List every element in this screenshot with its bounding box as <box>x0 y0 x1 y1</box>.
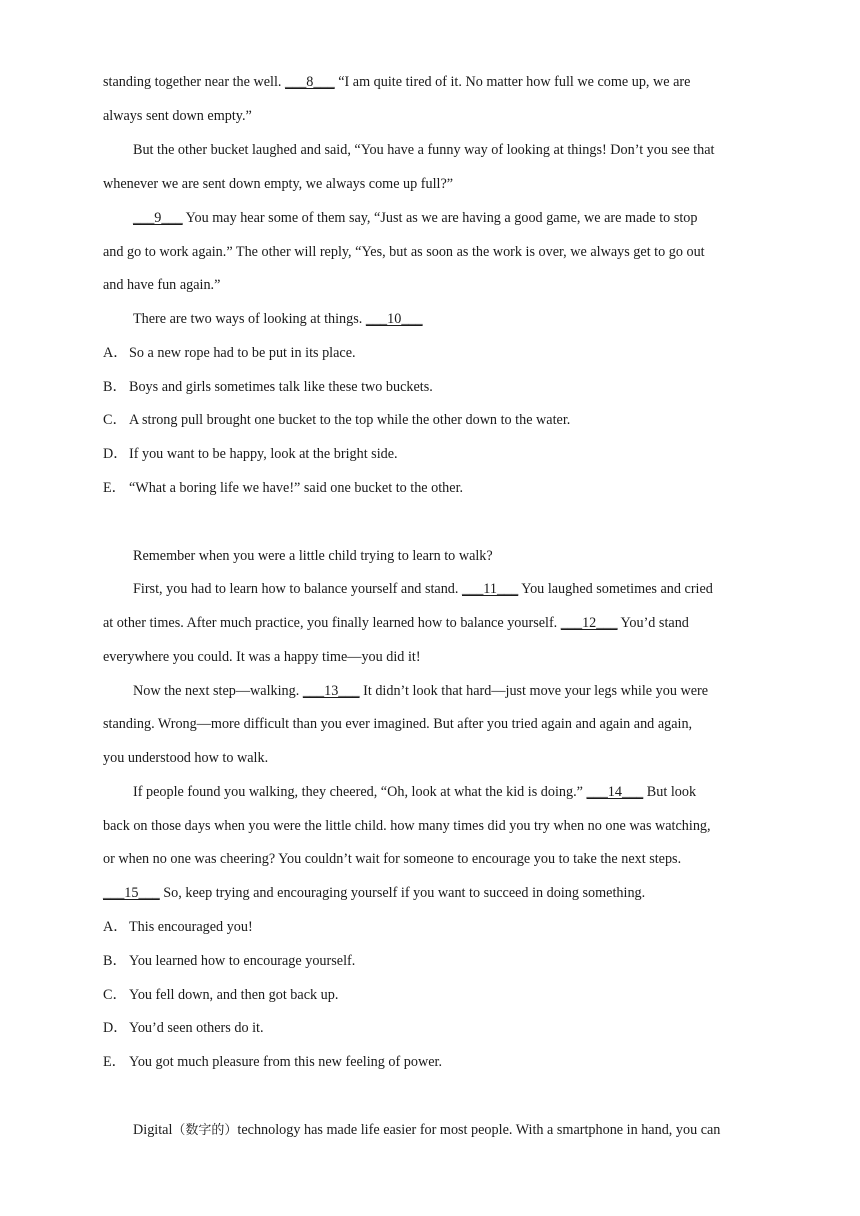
passage3-option-a <box>103 917 253 937</box>
passage2-line-2: always sent down empty.” <box>103 108 252 124</box>
text: If people found you walking, they cheered, “Oh, look at what the kid is doing.” <box>133 784 587 800</box>
passage2-option-e <box>103 478 463 498</box>
blank-14: ___14___ <box>586 784 644 800</box>
blank-11: ___11___ <box>462 581 519 597</box>
passage2-option-c <box>103 410 570 430</box>
option-text: “What a boring life we have!” said one bucket to the other. <box>129 480 464 496</box>
blank-15: ___15___ <box>103 885 160 901</box>
text: But look <box>643 784 697 800</box>
text: “I am quite tired of it. No matter how full we come up, we are <box>334 74 691 90</box>
passage2-line-4: whenever we are sent down empty, we always come up full?” <box>103 176 454 192</box>
option-letter: D． <box>103 446 128 462</box>
text: You’d stand <box>617 615 689 631</box>
blank-8: ___8___ <box>285 74 335 90</box>
text: You laughed sometimes and cried <box>518 581 713 597</box>
text: There are two ways of looking at things. <box>133 311 366 327</box>
text: You may hear some of them say, “Just as we are having a good game, we are made to stop <box>182 210 698 226</box>
blank-10: ___10___ <box>365 311 423 327</box>
passage3-line-7: you understood how to walk. <box>103 750 269 766</box>
option-letter: C． <box>103 412 127 428</box>
passage3-option-b <box>103 951 355 971</box>
text: So, keep trying and encouraging yourself if you want to succeed in doing something. <box>159 885 646 901</box>
option-letter: A． <box>103 919 128 935</box>
option-text: You got much pleasure from this new feeling of power. <box>129 1054 442 1070</box>
option-letter: C． <box>103 987 127 1003</box>
passage2-line-5 <box>133 208 697 228</box>
passage2-option-d <box>103 444 398 464</box>
gloss: （数字的） <box>172 1123 238 1138</box>
passage3-line-11 <box>103 883 645 903</box>
text: technology has made life easier for most people. With a smartphone in hand, you can <box>237 1122 721 1138</box>
text: at other times. After much practice, you finally learned how to balance yourself. <box>103 615 561 631</box>
passage2-line-8 <box>133 309 423 329</box>
passage3-line-3 <box>103 613 689 633</box>
passage3-line-6: standing. Wrong—more difficult than you ever imagined. But after you tried again and again and again, <box>103 716 693 732</box>
passage2-line-6: and go to work again.” The other will reply, “Yes, but as soon as the work is over, we always get to go out <box>103 244 705 260</box>
passage3-line-5 <box>133 681 708 701</box>
option-text: A strong pull brought one bucket to the top while the other down to the water. <box>129 412 571 428</box>
passage4-line-1 <box>133 1120 720 1141</box>
option-letter: B． <box>103 379 127 395</box>
text: It didn’t look that hard—just move your legs while you were <box>359 683 709 699</box>
passage3-line-8 <box>133 782 696 802</box>
option-letter: B． <box>103 953 127 969</box>
passage2-line-3: But the other bucket laughed and said, “You have a funny way of looking at things! Don’t you see that <box>133 142 715 158</box>
passage3-option-d <box>103 1018 264 1038</box>
text: standing together near the well. <box>103 74 286 90</box>
passage3-option-e <box>103 1052 442 1072</box>
option-text: If you want to be happy, look at the bright side. <box>129 446 398 462</box>
option-text: You learned how to encourage yourself. <box>129 953 356 969</box>
option-letter: E． <box>103 480 126 496</box>
passage3-option-c <box>103 985 338 1005</box>
option-text: So a new rope had to be put in its place. <box>129 345 356 361</box>
passage3-line-4: everywhere you could. It was a happy time—you did it! <box>103 649 421 665</box>
blank-13: ___13___ <box>302 683 360 699</box>
text: First, you had to learn how to balance yourself and stand. <box>133 581 462 597</box>
blank-12: ___12___ <box>560 615 618 631</box>
option-letter: D． <box>103 1020 128 1036</box>
option-text: This encouraged you! <box>129 919 253 935</box>
option-text: You fell down, and then got back up. <box>129 987 339 1003</box>
blank-9: ___9___ <box>133 210 183 226</box>
option-text: You’d seen others do it. <box>129 1020 264 1036</box>
passage3-line-10: or when no one was cheering? You couldn’t wait for someone to encourage you to take the next steps. <box>103 851 682 867</box>
passage2-line-7: and have fun again.” <box>103 277 221 293</box>
passage3-line-1: Remember when you were a little child trying to learn to walk? <box>133 548 493 564</box>
passage3-line-9: back on those days when you were the little child. how many times did you try when no one was watching, <box>103 818 711 834</box>
text: Digital <box>133 1122 173 1138</box>
text: Now the next step—walking. <box>133 683 303 699</box>
option-letter: A． <box>103 345 128 361</box>
passage2-option-b <box>103 377 433 397</box>
passage2-line-1 <box>103 72 690 92</box>
option-text: Boys and girls sometimes talk like these two buckets. <box>129 379 433 395</box>
passage3-line-2 <box>133 579 713 599</box>
passage2-option-a <box>103 343 356 363</box>
option-letter: E． <box>103 1054 126 1070</box>
